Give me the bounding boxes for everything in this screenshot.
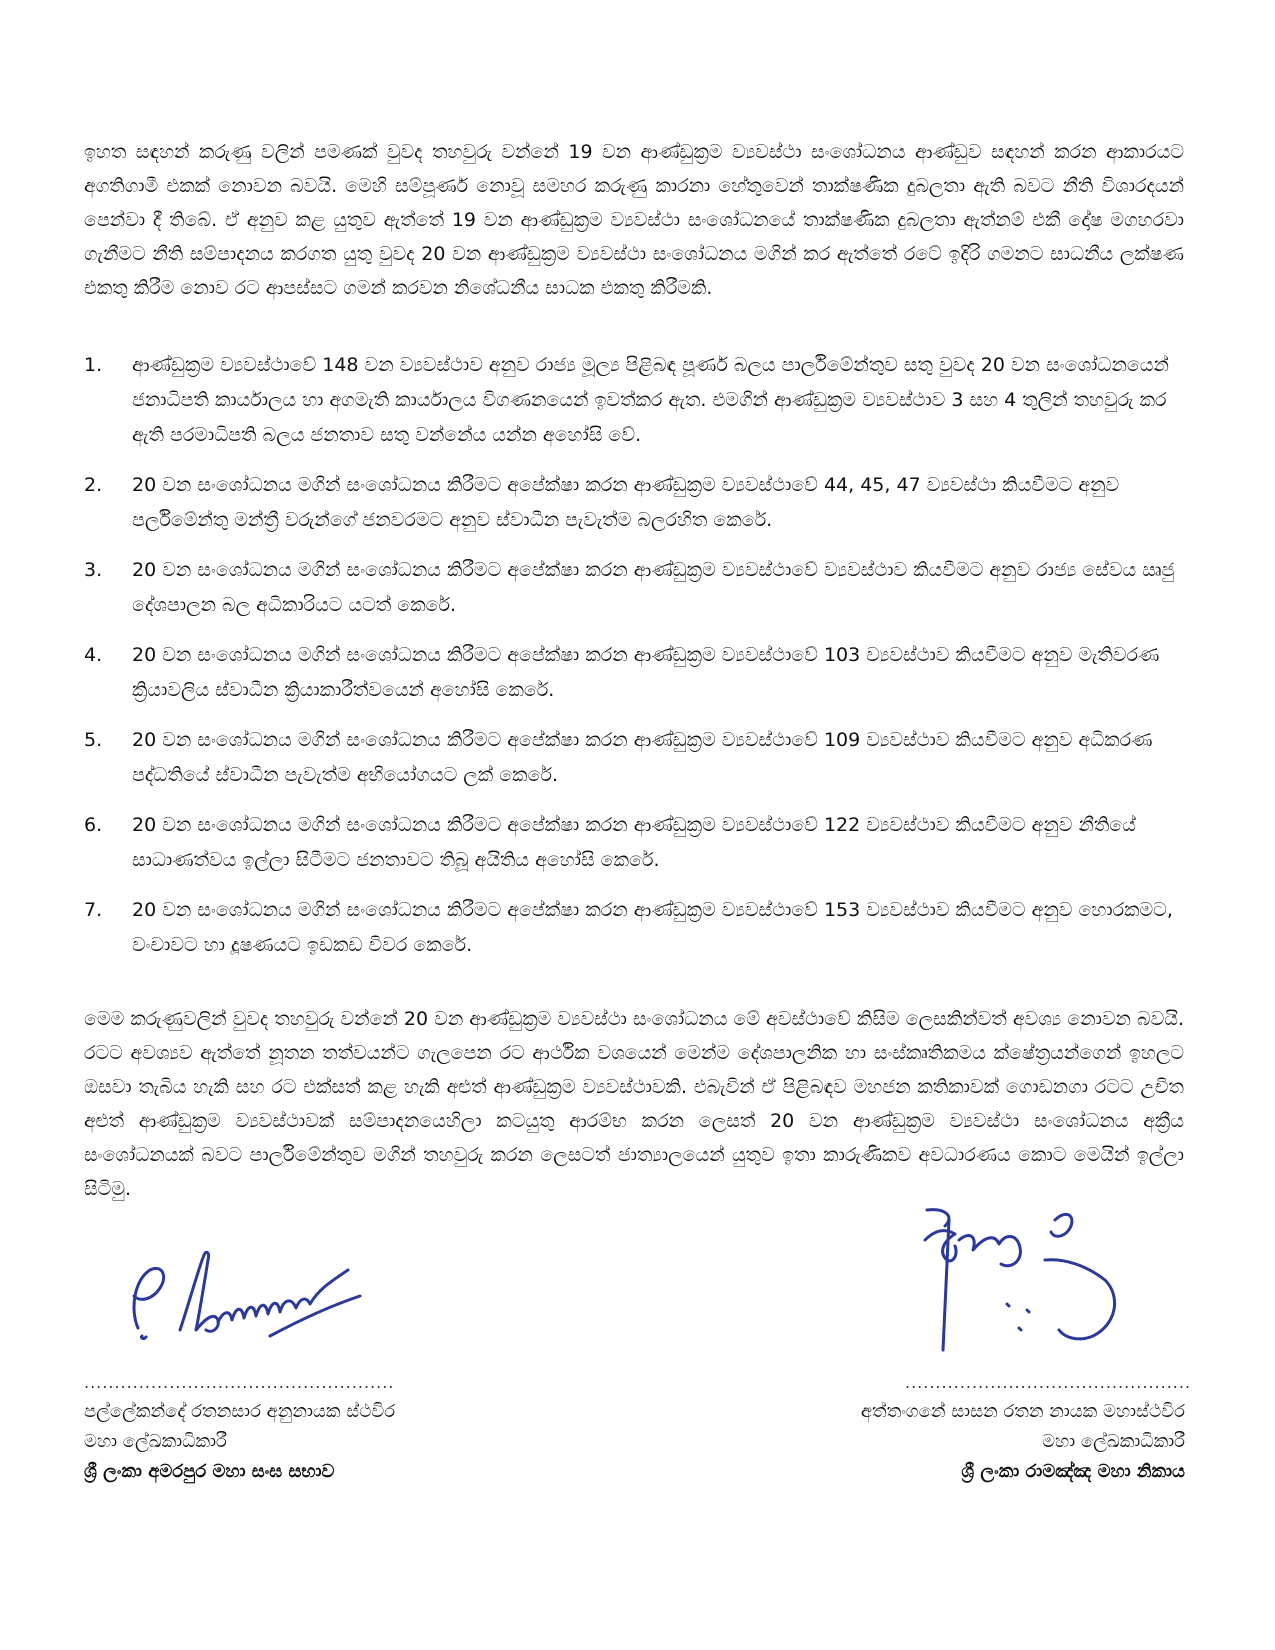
signature-right-image — [915, 1200, 1125, 1360]
list-item-number: 1. — [84, 354, 103, 376]
signer-right-name: අත්තංගනේ සාසන රතන නායක මහාස්ථවිර — [860, 1401, 1185, 1422]
list-item-number: 3. — [84, 559, 103, 581]
signer-right-org: ශ්‍රී ලංකා රාමඤ්ඤ මහා නිකාය — [961, 1461, 1185, 1482]
list-item-number: 7. — [84, 899, 103, 921]
signature-line-left: ................................................... — [84, 1373, 395, 1392]
list-item — [84, 348, 1184, 453]
list-item-number: 6. — [84, 814, 103, 836]
signer-left-name: පල්ලේකන්දේ රතනසාර අනුනායක ස්ථවිර — [84, 1401, 396, 1422]
list-item — [84, 808, 1184, 878]
closing-paragraph: මෙම කරුණුවලින් වුවද තහවුරු වන්නේ 20 වන ආණ්ඩුක්‍රම ව්‍යවස්ථා සංශෝධනය මේ අවස්ථාවේ කිසිම ලෙසකින්වත් අවශ්‍ය නොවන බවයි. රටට අවශ්‍යව ඇත්තේ නූතන තත්වයන්ට ගැලපෙන රට ආර්ථික වශයෙන් මෙන්ම දේශපාලනික හා සංස්කෘතිකමය ක්ෂේත්‍රයන්ගෙන් ඉහලට ඔසවා තැබිය හැකි සහ රට එක්සත් කළ හැකි අළුත් ආණ්ඩුක්‍රම ව්‍යවස්ථාවකි. එබැවින් ඒ පිළිබඳව මහජන කතිකාවක් ගොඩනගා රටට උචිත අළුත් ආණ්ඩුක්‍රම ව්‍යවස්ථාවක් සම්පාදනයෙහිලා කටයුතු ආරම්භ කරන ලෙසත් 20 වන ආණ්ඩුක්‍රම ව්‍යවස්ථා සංශෝධනය අක්‍රීය සංශෝධනයක් බවට පාර්ලිමේන්තුව මගින් තහවුරු කරන ලෙසටත් ජාත්‍යාලයෙන් යුතුව ඉතා කාරුණිකව අවධාරණය කොට මෙයින් ඉල්ලා සිටිමු. — [84, 1008, 1184, 1200]
list-item-text: 20 වන සංශෝධනය මගින් සංශෝධනය කිරීමට අපේක්ෂා කරන ආණ්ඩුක්‍රම ව්‍යවස්ථාවේ 122 ව්‍යවස්ථාව කියවීමට අනුව නීතියේ සාධාණත්වය ඉල්ලා සිටීමට ජනතාවට තිබූ අයිතිය අහෝසි කෙරේ. — [132, 814, 1136, 871]
list-item — [84, 638, 1184, 708]
list-item-number: 5. — [84, 729, 103, 751]
signer-left-title: මහා ලේඛකාධිකාරී — [84, 1431, 227, 1452]
signer-left — [84, 1397, 395, 1487]
signature-left-image — [120, 1240, 370, 1350]
list-item — [84, 553, 1184, 623]
list-item-text: 20 වන සංශෝධනය මගින් සංශෝධනය කිරීමට අපේක්ෂා කරන ආණ්ඩුක්‍රම ව්‍යවස්ථාවේ ව්‍යවස්ථාව කියවීමට අනුව රාජ්‍ය සේවය ඍජු දේශපාලන බල අධිකාරියට යටත් කෙරේ. — [132, 559, 1175, 616]
list-item-text: 20 වන සංශෝධනය මගින් සංශෝධනය කිරීමට අපේක්ෂා කරන ආණ්ඩුක්‍රම ව්‍යවස්ථාවේ 44, 45, 47 ව්‍යවස්ථා කියවීමට අනුව පර්ලිමේන්තු මන්ත්‍රී වරුන්ගේ ජනවරමට අනුව ස්වාධීන පැවැත්ම බලරහිත කෙරේ. — [132, 474, 1120, 531]
list-item-text: 20 වන සංශෝධනය මගින් සංශෝධනය කිරීමට අපේක්ෂා කරන ආණ්ඩුක්‍රම ව්‍යවස්ථාවේ 109 ව්‍යවස්ථාව කියවීමට අනුව අධිකරණ පද්ධතියේ ස්වාධීන පැවැත්ම අභියෝගයට ලක් කෙරේ. — [132, 729, 1153, 786]
signature-line-right: ............................................... — [905, 1373, 1192, 1392]
signer-right-title: මහා ලේඛකාධිකාරී — [1042, 1431, 1185, 1452]
signer-right — [861, 1397, 1185, 1487]
list-item-text: ආණ්ඩුක්‍රම ව්‍යවස්ථාවේ 148 වන ව්‍යවස්ථාව අනුව රාජ්‍ය මූල්‍ය පිළිබඳ පූර්ණ බලය පාර්ලිමේන්තුව සතු වුවද 20 වන සංශෝධනයෙන් ජනාධිපති කාර්යාලය හා අගමැති කාර්යාලය විගණනයෙන් ඉවත්කර ඇත. එමගින් ආණ්ඩුක්‍රම ව්‍යවස්ථාව 3 සහ 4 තුලින් තහවුරු කර ඇති පරමාධිපති බලය ජනතාව සතු වන්නේය යන්න අහෝසි වේ. — [132, 354, 1169, 446]
list-item-text: 20 වන සංශෝධනය මගින් සංශෝධනය කිරීමට අපේක්ෂා කරන ආණ්ඩුක්‍රම ව්‍යවස්ථාවේ 153 ව්‍යවස්ථාව කියවීමට අනුව හොරකමට, වංචාවට හා දූෂණයට ඉඩකඩ විවර කෙරේ. — [132, 899, 1173, 956]
list-item — [84, 723, 1184, 793]
list-item — [84, 468, 1184, 538]
numbered-list — [84, 348, 1184, 978]
intro-paragraph: ඉහත සඳහන් කරුණු වලින් පමණක් වුවද තහවුරු වන්නේ 19 වන ආණ්ඩුක්‍රම ව්‍යවස්ථා සංශෝධනය ආණ්ඩුව සඳහන් කරන ආකාරයට අගතිගාමී එකක් නොවන බවයි. මෙහි සම්පූර්ණ නොවූ සමහර කරුණු කාරනා හේතුවෙන් තාක්ෂණික දුබලතා ඇති බවට නීති විශාරදයන් පෙන්වා දී තිබේ. ඒ අනුව කළ යුතුව ඇත්තේ 19 වන ආණ්ඩුක්‍රම ව්‍යවස්ථා සංශෝධනයේ තාක්ෂණික දුබලතා ඇත්නම් එකී දෝෂ මගහරවා ගැනීමට නීති සම්පාදනය කරගත යුතු වුවද 20 වන ආණ්ඩුක්‍රම ව්‍යවස්ථා සංශෝධනය මගින් කර ඇත්තේ රටේ ඉදිරි ගමනට සාධනීය ලක්ෂණ එකතු කිරීම නොව රට ආපස්සට ගමන් කරවන නිශේධනීය සාධක එකතු කිරීමකි. — [84, 141, 1184, 299]
signer-left-org: ශ්‍රී ලංකා අමරපුර මහා සංඝ සභාව — [84, 1461, 335, 1482]
list-item — [84, 893, 1184, 963]
list-item-number: 2. — [84, 474, 103, 496]
list-item-text: 20 වන සංශෝධනය මගින් සංශෝධනය කිරීමට අපේක්ෂා කරන ආණ්ඩුක්‍රම ව්‍යවස්ථාවේ 103 ව්‍යවස්ථාව කියවීමට අනුව මැතිවරණ ක්‍රියාවලිය ස්වාධීන ක්‍රියාකාරීත්වයෙන් අහෝසි කෙරේ. — [132, 644, 1160, 701]
list-item-number: 4. — [84, 644, 103, 666]
